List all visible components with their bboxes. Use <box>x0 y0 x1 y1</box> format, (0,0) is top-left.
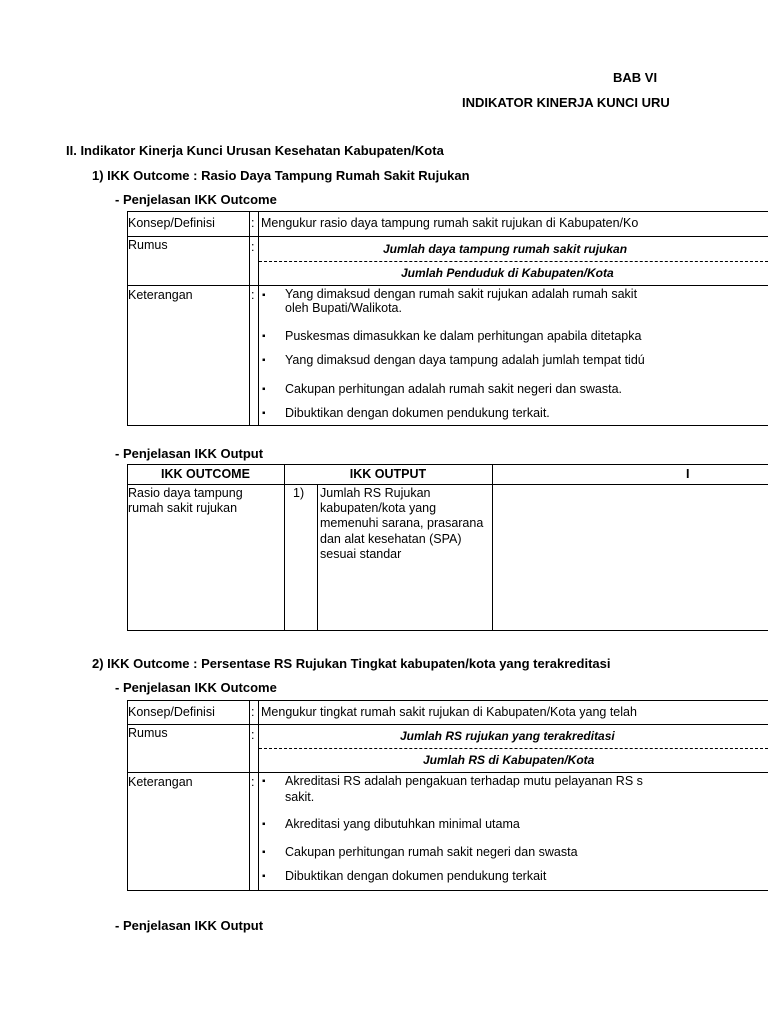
ket-text: Dibuktikan dengan dokumen pendukung terkait. <box>285 406 550 420</box>
konsep-text: Mengukur tingkat rumah sakit rujukan di Kabupaten/Kota yang telah <box>261 705 637 719</box>
keterangan-label: Keterangan <box>128 775 193 789</box>
bullet: ▪ <box>262 331 266 342</box>
rumus-label: Rumus <box>128 238 168 252</box>
col-head-outcome: IKK OUTCOME <box>161 467 250 481</box>
ket-text: Yang dimaksud dengan daya tampung adalah jumlah tempat tidú <box>285 353 645 367</box>
ket-text: Cakupan perhitungan rumah sakit negeri dan swasta <box>285 845 578 859</box>
colon: : <box>251 288 255 302</box>
item1-heading: 1) IKK Outcome : Rasio Daya Tampung Rumah Sakit Rujukan <box>92 168 470 183</box>
section-heading: II. Indikator Kinerja Kunci Urusan Kesehatan Kabupaten/Kota <box>66 143 444 158</box>
bullet: ▪ <box>262 355 266 366</box>
item1-output-subheading: - Penjelasan IKK Output <box>115 446 264 461</box>
ket-text: Puskesmas dimasukkan ke dalam perhitungan apabila ditetapka <box>285 329 642 343</box>
item2-output-subheading: - Penjelasan IKK Output <box>115 918 264 933</box>
ket-text: Akreditasi yang dibutuhkan minimal utama <box>285 817 520 831</box>
colon: : <box>251 216 255 230</box>
ket-text: sakit. <box>285 790 315 804</box>
formula-numerator: Jumlah daya tampung rumah sakit rujukan <box>383 242 628 256</box>
bullet: ▪ <box>262 871 266 882</box>
bullet: ▪ <box>262 290 266 301</box>
konsep-text: Mengukur rasio daya tampung rumah sakit rujukan di Kabupaten/Ko <box>261 216 639 230</box>
colon: : <box>251 775 255 789</box>
formula-denominator: Jumlah Penduduk di Kabupaten/Kota <box>401 266 614 280</box>
formula-numerator: Jumlah RS rujukan yang terakreditasi <box>400 729 615 743</box>
item2-heading: 2) IKK Outcome : Persentase RS Rujukan Tingkat kabupaten/kota yang terakreditasi <box>92 656 611 671</box>
col-head-output: IKK OUTPUT <box>349 467 427 481</box>
ket-text: oleh Bupati/Walikota. <box>285 301 402 315</box>
formula-denominator: Jumlah RS di Kabupaten/Kota <box>423 753 595 767</box>
ket-text: Cakupan perhitungan adalah rumah sakit negeri dan swasta. <box>285 382 623 396</box>
colon: : <box>251 728 255 742</box>
colon: : <box>251 705 255 719</box>
outcome-cell: Rasio daya tampung rumah sakit rujukan <box>128 486 243 515</box>
col-head-third: I <box>686 467 690 481</box>
chapter-label: BAB VI <box>613 70 658 85</box>
bullet: ▪ <box>262 384 266 395</box>
bullet: ▪ <box>262 408 266 419</box>
rumus-label: Rumus <box>128 726 168 740</box>
ket-text: Akreditasi RS adalah pengakuan terhadap mutu pelayanan RS s <box>285 774 643 788</box>
bullet: ▪ <box>262 819 266 830</box>
item2-outcome-subheading: - Penjelasan IKK Outcome <box>115 680 277 695</box>
chapter-title: INDIKATOR KINERJA KUNCI URU <box>462 95 670 110</box>
item1-outcome-subheading: - Penjelasan IKK Outcome <box>115 192 277 207</box>
ket-text: Yang dimaksud dengan rumah sakit rujukan adalah rumah sakit <box>285 287 638 301</box>
output-cell: Jumlah RS Rujukan kabupaten/kota yang memenuhi sarana, prasarana dan alat kesehatan (SPA) sesuai standar <box>320 486 484 561</box>
bullet: ▪ <box>262 847 266 858</box>
konsep-label: Konsep/Definisi <box>128 216 215 230</box>
colon: : <box>251 240 255 254</box>
output-number: 1) <box>293 486 305 500</box>
ket-text: Dibuktikan dengan dokumen pendukung terkait <box>285 869 547 883</box>
keterangan-label: Keterangan <box>128 288 193 302</box>
konsep-label: Konsep/Definisi <box>128 705 215 719</box>
bullet: ▪ <box>262 776 266 787</box>
